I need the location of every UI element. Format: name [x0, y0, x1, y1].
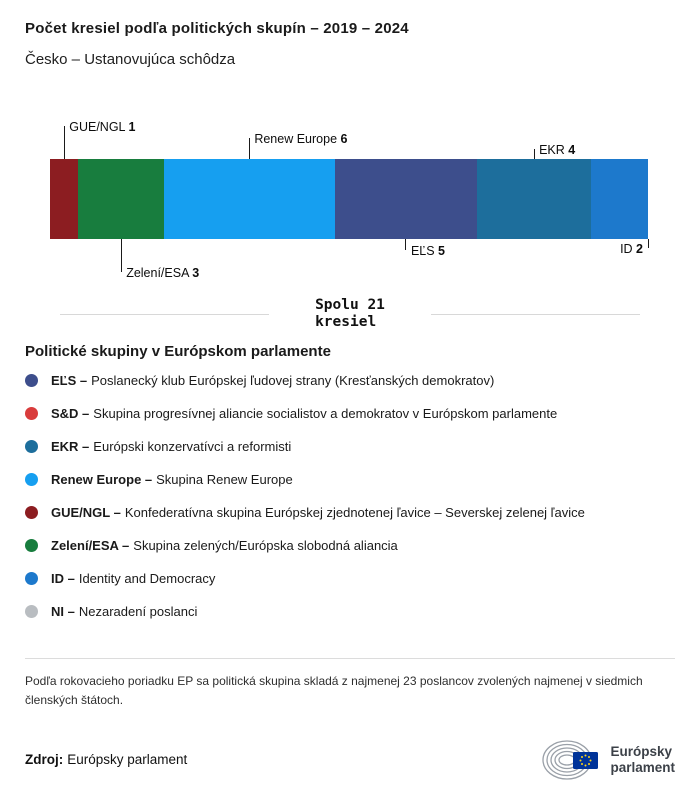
legend-abbr: S&D – — [51, 406, 90, 422]
callout-line — [405, 239, 406, 250]
callout-line — [249, 138, 250, 159]
legend-dot — [25, 572, 38, 585]
legend-dot — [25, 440, 38, 453]
callout-label: Renew Europe 6 — [254, 132, 348, 146]
callout-label: Zelení/ESA 3 — [126, 266, 200, 280]
legend-item-ekr — [25, 430, 675, 463]
legend-dot — [25, 473, 38, 486]
legend-abbr: NI – — [51, 604, 75, 620]
legend-item-els — [25, 364, 675, 397]
legend-item-renew — [25, 463, 675, 496]
ep-logo-line1: Európsky — [610, 744, 672, 760]
legend-abbr: EĽS – — [51, 373, 88, 389]
legend-dot — [25, 374, 38, 387]
legend-desc: Európski konzervatívci a reformisti — [93, 439, 292, 455]
legend-desc: Skupina progresívnej aliancie socialistov a demokratov v Európskom parlamente — [93, 406, 558, 422]
source — [25, 752, 187, 767]
bar-segment-GUE/NGL[interactable] — [50, 159, 78, 239]
bar-segment-EKR[interactable] — [477, 159, 591, 239]
bar-segment-Renew Europe[interactable] — [164, 159, 335, 239]
eu-flag-icon — [573, 752, 598, 769]
legend-abbr: GUE/NGL – — [51, 505, 121, 521]
legend-item-zeleni — [25, 529, 675, 562]
footnote: Podľa rokovacieho poriadku EP sa politická skupina skladá z najmenej 23 poslancov zvolených najmenej v siedmich členských štátoch. — [25, 674, 643, 708]
legend-item-sd — [25, 397, 675, 430]
stacked-bar — [50, 159, 648, 239]
legend-abbr: Renew Europe – — [51, 472, 153, 488]
total-seats-line1: Spolu 21 — [315, 297, 385, 313]
bar-segment-Zelení/ESA[interactable] — [78, 159, 163, 239]
parliament-hemicycle-icon — [541, 738, 601, 782]
legend-abbr: ID – — [51, 571, 75, 587]
callout-label: EĽS 5 — [410, 244, 445, 258]
callout-label: GUE/NGL 1 — [69, 120, 136, 134]
legend-dot — [25, 539, 38, 552]
total-divider — [60, 297, 640, 331]
ep-logo — [541, 738, 675, 782]
legend — [25, 364, 675, 628]
legend-desc: Nezaradení poslanci — [78, 604, 198, 620]
footnote-divider — [25, 658, 675, 659]
legend-dot — [25, 407, 38, 420]
bar-segment-ID[interactable] — [591, 159, 648, 239]
legend-abbr: Zelení/ESA – — [51, 538, 130, 554]
legend-item-id — [25, 562, 675, 595]
legend-desc: Konfederatívna skupina Európskej zjednotenej ľavice – Severskej zelenej ľavice — [124, 505, 585, 521]
divider-line-right — [431, 314, 640, 315]
footer — [25, 738, 675, 782]
callout-line — [64, 126, 65, 159]
source-label: Zdroj: — [25, 752, 64, 768]
source-value: Európsky parlament — [67, 752, 188, 768]
callout-line — [534, 149, 535, 159]
legend-item-ni — [25, 595, 675, 628]
legend-heading: Politické skupiny v Európskom parlamente — [25, 343, 331, 361]
callout-label: ID 2 — [620, 242, 643, 256]
bar-segment-EĽS[interactable] — [335, 159, 477, 239]
divider-line-left — [60, 314, 269, 315]
chart-subtitle: Česko – Ustanovujúca schôdza — [25, 51, 236, 68]
legend-desc: Identity and Democracy — [78, 571, 216, 587]
total-seats-label — [269, 297, 431, 331]
ep-logo-text — [610, 744, 675, 775]
callout-line — [648, 239, 649, 248]
legend-desc: Poslanecký klub Európskej ľudovej strany (Kresťanských demokratov) — [91, 373, 495, 389]
legend-desc: Skupina Renew Europe — [156, 472, 293, 488]
legend-abbr: EKR – — [51, 439, 90, 455]
total-seats-line2: kresiel — [315, 314, 377, 331]
seats-chart — [50, 113, 648, 285]
ep-logo-line2: parlament — [610, 759, 675, 775]
legend-dot — [25, 605, 38, 618]
callout-label: EKR 4 — [539, 143, 576, 157]
legend-dot — [25, 506, 38, 519]
legend-desc: Skupina zelených/Európska slobodná aliancia — [133, 538, 398, 554]
callout-line — [121, 239, 122, 272]
chart-title: Počet kresiel podľa politických skupín – 2019 – 2024 — [25, 20, 409, 37]
legend-item-guengl — [25, 496, 675, 529]
